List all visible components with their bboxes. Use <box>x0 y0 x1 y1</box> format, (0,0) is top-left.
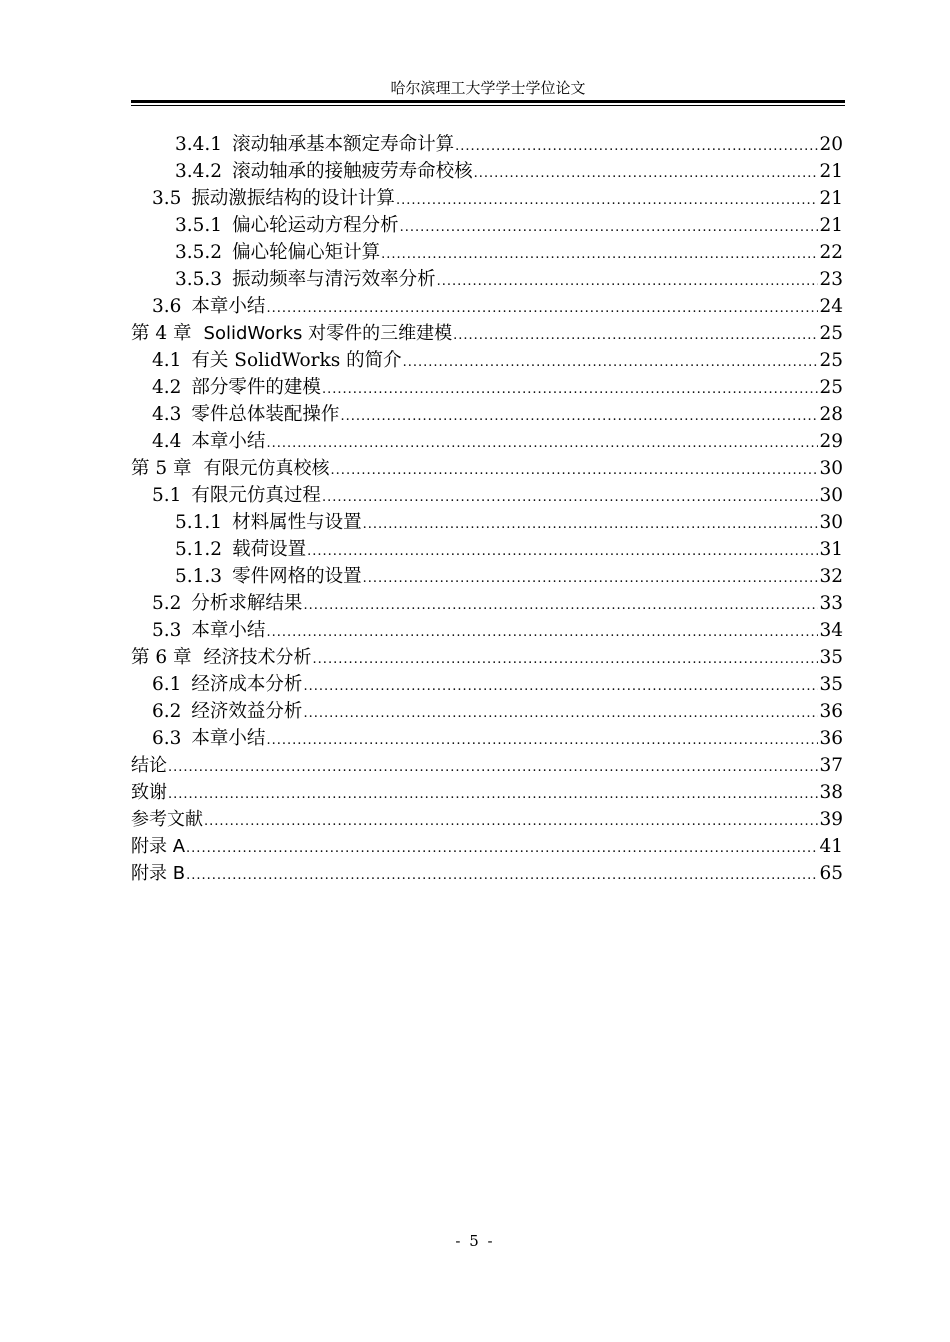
toc-dot-leader <box>303 592 818 619</box>
toc-entry-title: 有限元仿真过程 <box>191 485 321 506</box>
toc-entry-title: 部分零件的建模 <box>191 377 321 398</box>
toc-entry[interactable] <box>131 347 843 374</box>
toc-entry[interactable] <box>131 725 843 752</box>
toc-chapter-entry[interactable] <box>131 455 843 482</box>
toc-entry-number: 4.4 <box>152 431 182 452</box>
toc-entry[interactable] <box>131 185 843 212</box>
toc-entry-title: 本章小结 <box>191 620 266 641</box>
toc-entry-title: 附录 A <box>131 836 186 857</box>
toc-entry[interactable] <box>131 428 843 455</box>
toc-entry-number: 4.2 <box>152 377 182 398</box>
toc-entry-page: 31 <box>819 539 843 560</box>
toc-entry[interactable] <box>131 158 843 185</box>
toc-entry-page: 22 <box>819 242 843 263</box>
toc-entry-number: 5.1.3 <box>175 566 223 587</box>
toc-dot-leader <box>437 268 819 295</box>
toc-entry-page: 35 <box>819 647 843 668</box>
toc-entry[interactable] <box>131 239 843 266</box>
toc-dot-leader <box>322 484 819 511</box>
toc-entry[interactable] <box>131 698 843 725</box>
table-of-contents <box>131 131 843 887</box>
toc-dot-leader <box>363 565 819 592</box>
toc-entry-number: 5.1.2 <box>175 539 223 560</box>
toc-entry-number: 5.1 <box>152 485 182 506</box>
toc-entry-title: 偏心轮偏心矩计算 <box>232 242 381 263</box>
toc-entry-number: 3.4.1 <box>175 134 223 155</box>
toc-entry-number: 6.2 <box>152 701 182 722</box>
toc-entry-page: 33 <box>819 593 843 614</box>
toc-entry-number: 第 4 章 <box>131 323 192 344</box>
toc-entry[interactable] <box>131 536 843 563</box>
toc-entry-title: 振动激振结构的设计计算 <box>191 188 395 209</box>
toc-entry-number: 4.1 <box>152 350 182 371</box>
toc-entry-page: 35 <box>819 674 843 695</box>
toc-entry-page: 65 <box>819 863 843 884</box>
toc-entry-number: 第 6 章 <box>131 647 192 668</box>
toc-entry-title: 结论 <box>131 755 167 776</box>
toc-entry-title: 经济效益分析 <box>191 701 303 722</box>
toc-dot-leader <box>322 376 819 403</box>
toc-dot-leader <box>186 862 818 889</box>
toc-entry-number: 3.6 <box>152 296 182 317</box>
toc-entry[interactable] <box>131 293 843 320</box>
toc-chapter-entry[interactable] <box>131 779 843 806</box>
toc-entry-title: 有限元仿真校核 <box>203 458 330 479</box>
toc-chapter-entry[interactable] <box>131 752 843 779</box>
toc-chapter-entry[interactable] <box>131 860 843 887</box>
toc-entry-page: 39 <box>819 809 843 830</box>
toc-entry-number: 3.4.2 <box>175 161 223 182</box>
toc-dot-leader <box>453 322 818 349</box>
toc-entry-number: 6.1 <box>152 674 182 695</box>
toc-entry-title: 经济技术分析 <box>203 647 312 668</box>
toc-entry-title: 零件网格的设置 <box>232 566 362 587</box>
toc-dot-leader <box>331 457 819 484</box>
toc-dot-leader <box>303 673 818 700</box>
toc-entry-page: 21 <box>819 188 843 209</box>
toc-dot-leader <box>168 754 818 781</box>
toc-entry[interactable] <box>131 374 843 401</box>
toc-dot-leader <box>266 295 818 322</box>
toc-entry-number: 3.5.3 <box>175 269 223 290</box>
toc-entry-number: 5.1.1 <box>175 512 223 533</box>
toc-dot-leader <box>381 241 818 268</box>
toc-entry-title: 本章小结 <box>191 296 266 317</box>
toc-entry-page: 23 <box>819 269 843 290</box>
header-rule-thick <box>131 100 845 103</box>
toc-chapter-entry[interactable] <box>131 806 843 833</box>
toc-entry-title: 载荷设置 <box>232 539 307 560</box>
toc-entry-page: 25 <box>819 350 843 371</box>
toc-dot-leader <box>363 511 819 538</box>
toc-dot-leader <box>474 160 819 187</box>
toc-entry-title: 参考文献 <box>131 809 203 830</box>
toc-entry-title: 偏心轮运动方程分析 <box>232 215 399 236</box>
running-header: 哈尔滨理工大学学士学位论文 <box>390 79 586 97</box>
toc-chapter-entry[interactable] <box>131 833 843 860</box>
toc-entry-title: 滚动轴承的接触疲劳寿命校核 <box>232 161 473 182</box>
toc-entry-number: 4.3 <box>152 404 182 425</box>
toc-entry-title: 分析求解结果 <box>191 593 303 614</box>
toc-entry-page: 29 <box>819 431 843 452</box>
toc-entry-title: SolidWorks 对零件的三维建模 <box>203 323 453 344</box>
toc-entry-page: 36 <box>819 728 843 749</box>
toc-entry-page: 30 <box>819 512 843 533</box>
toc-entry-title: 附录 B <box>131 863 186 884</box>
toc-entry-page: 21 <box>819 215 843 236</box>
toc-entry[interactable] <box>131 509 843 536</box>
toc-dot-leader <box>204 808 818 835</box>
toc-dot-leader <box>266 430 818 457</box>
toc-entry-number: 3.5.2 <box>175 242 223 263</box>
toc-entry-page: 37 <box>819 755 843 776</box>
toc-entry[interactable] <box>131 563 843 590</box>
toc-entry-title: 经济成本分析 <box>191 674 303 695</box>
toc-dot-leader <box>455 133 818 160</box>
toc-dot-leader <box>186 835 818 862</box>
toc-entry-number: 5.2 <box>152 593 182 614</box>
toc-entry-title: 有关 SolidWorks 的简介 <box>191 350 402 371</box>
toc-dot-leader <box>303 700 818 727</box>
toc-entry[interactable] <box>131 266 843 293</box>
toc-entry-page: 21 <box>819 161 843 182</box>
page-number: - 5 - <box>455 1232 495 1250</box>
toc-entry-number: 5.3 <box>152 620 182 641</box>
toc-entry-page: 24 <box>819 296 843 317</box>
toc-entry-title: 材料属性与设置 <box>232 512 362 533</box>
toc-dot-leader <box>403 349 819 376</box>
toc-entry-page: 32 <box>819 566 843 587</box>
toc-entry-title: 滚动轴承基本额定寿命计算 <box>232 134 455 155</box>
toc-entry-page: 36 <box>819 701 843 722</box>
toc-dot-leader <box>307 538 818 565</box>
toc-dot-leader <box>340 403 818 430</box>
toc-entry-page: 20 <box>819 134 843 155</box>
toc-entry-title: 本章小结 <box>191 728 266 749</box>
toc-entry[interactable] <box>131 131 843 158</box>
toc-entry[interactable] <box>131 401 843 428</box>
toc-entry-number: 3.5.1 <box>175 215 223 236</box>
header-rule-thin <box>131 105 845 106</box>
toc-entry-page: 28 <box>819 404 843 425</box>
toc-dot-leader <box>168 781 818 808</box>
toc-entry[interactable] <box>131 590 843 617</box>
toc-dot-leader <box>313 646 819 673</box>
toc-entry[interactable] <box>131 617 843 644</box>
toc-entry-title: 致谢 <box>131 782 167 803</box>
toc-entry-page: 41 <box>819 836 843 857</box>
toc-dot-leader <box>400 214 819 241</box>
toc-entry-title: 振动频率与清污效率分析 <box>232 269 436 290</box>
toc-chapter-entry[interactable] <box>131 320 843 347</box>
toc-dot-leader <box>266 727 818 754</box>
toc-entry-title: 本章小结 <box>191 431 266 452</box>
toc-entry-page: 38 <box>819 782 843 803</box>
toc-entry-page: 25 <box>819 377 843 398</box>
toc-dot-leader <box>396 187 819 214</box>
toc-chapter-entry[interactable] <box>131 644 843 671</box>
toc-entry-page: 30 <box>819 458 843 479</box>
toc-entry[interactable] <box>131 671 843 698</box>
toc-entry-number: 6.3 <box>152 728 182 749</box>
toc-entry[interactable] <box>131 482 843 509</box>
toc-dot-leader <box>266 619 818 646</box>
toc-entry-title: 零件总体装配操作 <box>191 404 340 425</box>
toc-entry-page: 34 <box>819 620 843 641</box>
toc-entry[interactable] <box>131 212 843 239</box>
toc-entry-number: 3.5 <box>152 188 182 209</box>
toc-entry-page: 25 <box>819 323 843 344</box>
toc-entry-page: 30 <box>819 485 843 506</box>
toc-entry-number: 第 5 章 <box>131 458 192 479</box>
